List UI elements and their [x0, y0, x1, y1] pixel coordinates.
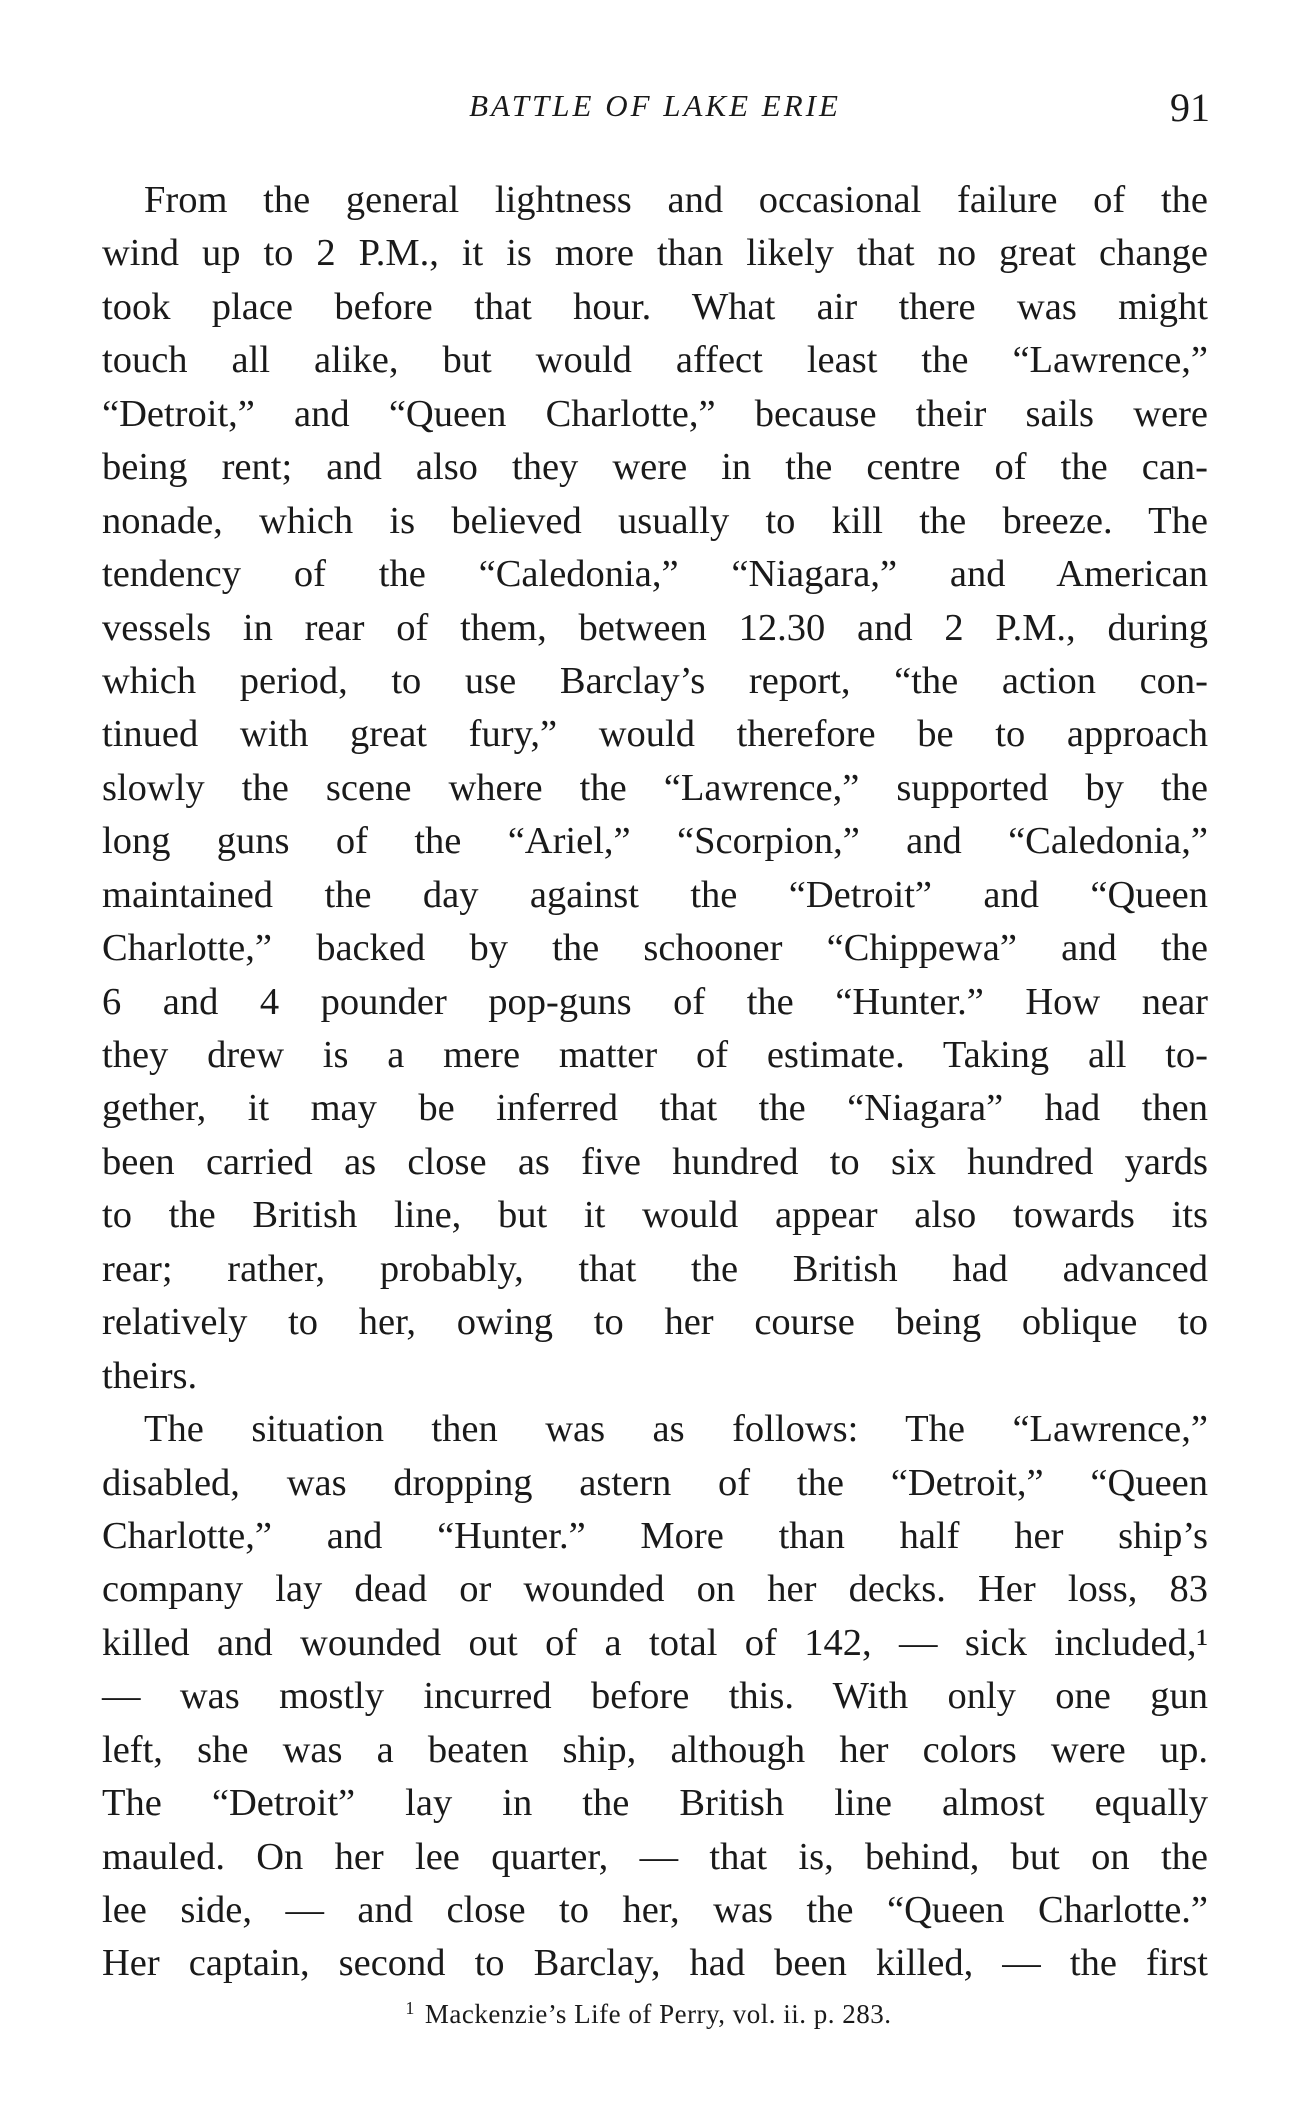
text-line: to the British line, but it would appear also towards its [102, 1194, 1208, 1237]
paragraph-1 [102, 174, 1208, 1403]
running-head [100, 85, 1210, 138]
text-line: killed and wounded out of a total of 142, — sick included,¹ [102, 1621, 1208, 1664]
text-line: theirs. [102, 1354, 198, 1397]
text-line: The situation then was as follows: The “Lawrence,” [144, 1408, 1208, 1451]
text-line: been carried as close as five hundred to six hundred yards [102, 1140, 1208, 1183]
text-line: — was mostly incurred before this. With only one gun [102, 1675, 1208, 1718]
text-line: gether, it may be inferred that the “Niagara” had then [102, 1087, 1208, 1130]
text-line: nonade, which is believed usually to kill the breeze. The [102, 499, 1208, 542]
body-text [102, 174, 1208, 1991]
running-title: BATTLE OF LAKE ERIE [469, 88, 841, 123]
text-line: maintained the day against the “Detroit” and “Queen [102, 873, 1208, 916]
text-line: vessels in rear of them, between 12.30 and 2 P.M., during [102, 606, 1208, 649]
text-line: slowly the scene where the “Lawrence,” supported by the [102, 766, 1208, 809]
page-number: 91 [1170, 85, 1210, 130]
text-line: 6 and 4 pounder pop-guns of the “Hunter.” How near [102, 980, 1208, 1023]
text-line: The “Detroit” lay in the British line almost equally [102, 1782, 1208, 1825]
paragraph-2 [102, 1403, 1208, 1991]
text-line: Charlotte,” and “Hunter.” More than half her ship’s [102, 1514, 1208, 1557]
text-line: “Detroit,” and “Queen Charlotte,” because their sails were [102, 392, 1208, 435]
text-line: Charlotte,” backed by the schooner “Chippewa” and the [102, 927, 1208, 970]
text-line: From the general lightness and occasional failure of the [144, 179, 1208, 221]
text-line: being rent; and also they were in the centre of the can- [102, 446, 1208, 489]
text-line: long guns of the “Ariel,” “Scorpion,” and “Caledonia,” [102, 820, 1208, 863]
text-line: touch all alike, but would affect least the “Lawrence,” [102, 339, 1208, 382]
text-line: Her captain, second to Barclay, had been killed, — the first [102, 1942, 1208, 1985]
text-line: left, she was a beaten ship, although her colors were up. [102, 1728, 1208, 1771]
footnote [0, 1998, 1297, 2030]
text-line: they drew is a mere matter of estimate. Taking all to- [102, 1034, 1208, 1076]
text-line: lee side, — and close to her, was the “Queen Charlotte.” [102, 1889, 1208, 1931]
text-line: which period, to use Barclay’s report, “the action con- [102, 659, 1208, 702]
text-line: wind up to 2 P.M., it is more than likely that no great change [102, 232, 1208, 275]
text-line: mauled. On her lee quarter, — that is, behind, but on the [102, 1835, 1208, 1878]
text-line: company lay dead or wounded on her decks. Her loss, 83 [102, 1568, 1208, 1611]
footnote-text: Mackenzie’s Life of Perry, vol. ii. p. 283. [424, 1999, 892, 2029]
text-line: tendency of the “Caledonia,” “Niagara,” and American [102, 553, 1208, 596]
text-line: rear; rather, probably, that the British had advanced [102, 1247, 1208, 1290]
footnote-marker: 1 [405, 1998, 415, 2018]
text-line: tinued with great fury,” would therefore be to approach [102, 713, 1208, 756]
text-line: relatively to her, owing to her course being oblique to [102, 1301, 1208, 1344]
text-line: took place before that hour. What air there was might [102, 285, 1208, 328]
text-line: disabled, was dropping astern of the “Detroit,” “Queen [102, 1461, 1208, 1504]
